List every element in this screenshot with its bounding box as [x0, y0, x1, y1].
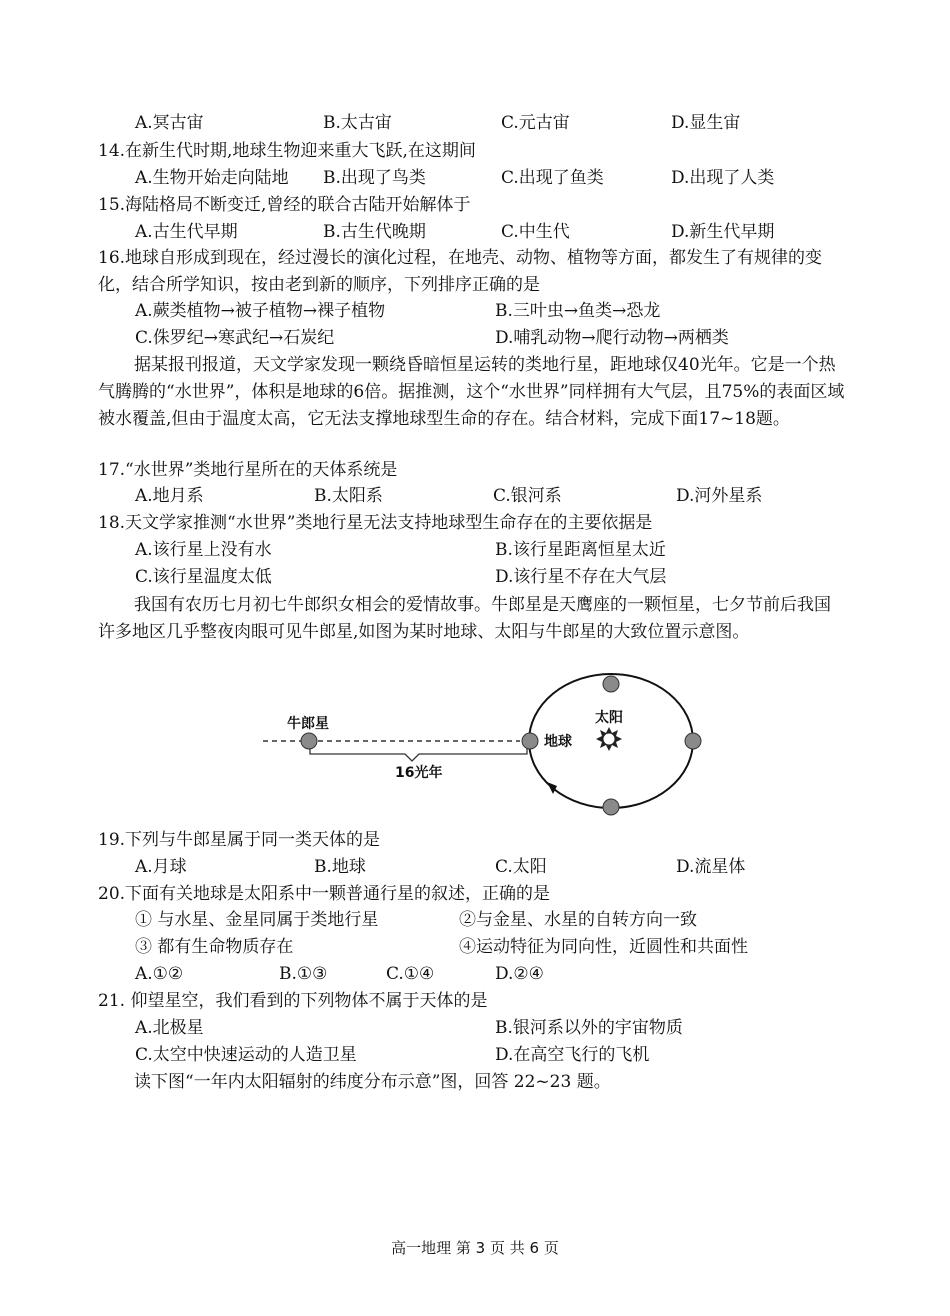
q13-option-d: D.显生宙 — [671, 113, 741, 133]
passage-water-world: 据某报刊报道，天文学家发现一颗绕昏暗恒星运转的类地行星，距地球仅40光年。它是一个热气腾腾的“水世界”，体积是地球的6倍。据推测，这个“水世界”同样拥有大气层，且75%的表面区域被水覆盖,但由于温度太高，它无法支撑地球型生命的存在。结合材料，完成下面17~18题。 — [98, 355, 845, 429]
earth-label: 地球 — [544, 734, 572, 750]
earth-position-bottom — [603, 799, 619, 815]
earth-position-top — [603, 676, 619, 692]
q16-option-b: B.三叶虫→鱼类→恐龙 — [495, 301, 661, 321]
q14-option-c: C.出现了鱼类 — [501, 168, 604, 188]
q20-option-b: B.①③ — [279, 964, 328, 984]
q14-option-b: B.出现了鸟类 — [323, 168, 426, 188]
q20-option-d: D.②④ — [495, 964, 544, 984]
q20-statement-3: ③ 都有生命物质存在 — [135, 937, 294, 957]
orbit-direction-arrow-icon — [547, 782, 557, 794]
q19-stem: 19.下列与牛郎星属于同一类天体的是 — [98, 830, 381, 850]
q18-option-a: A.该行星上没有水 — [135, 540, 272, 560]
q13-option-a: A.冥古宙 — [135, 113, 204, 133]
q21-option-b: B.银河系以外的宇宙物质 — [495, 1018, 683, 1038]
q18-stem: 18.天文学家推测“水世界”类地行星无法支持地球型生命存在的主要依据是 — [98, 513, 653, 533]
q21-option-d: D.在高空飞行的飞机 — [495, 1045, 650, 1065]
distance-label: 16光年 — [395, 765, 443, 781]
distance-brace — [310, 748, 527, 761]
q15-option-c: C.中生代 — [501, 222, 570, 242]
passage-solar-radiation: 读下图“一年内太阳辐射的纬度分布示意”图，回答 22~23 题。 — [134, 1072, 611, 1092]
q15-option-d: D.新生代早期 — [671, 222, 775, 242]
q20-option-a: A.①② — [135, 964, 184, 984]
q13-option-c: C.元古宙 — [501, 113, 570, 133]
earth-icon — [522, 733, 538, 749]
q14-option-d: D.出现了人类 — [671, 168, 775, 188]
q20-stem: 20.下面有关地球是太阳系中一颗普通行星的叙述，正确的是 — [98, 884, 551, 904]
q16-option-d: D.哺乳动物→爬行动物→两栖类 — [495, 328, 729, 348]
page-footer: 高一地理 第 3 页 共 6 页 — [391, 1239, 559, 1257]
q16-stem: 16.地球自形成到现在，经过漫长的演化过程，在地壳、动物、植物等方面，都发生了有规律的变化，结合所学知识，按由老到新的顺序，下列排序正确的是 — [98, 248, 823, 295]
q19-option-c: C.太阳 — [495, 857, 547, 877]
altair-label: 牛郎星 — [287, 716, 329, 732]
q20-option-c: C.①④ — [386, 964, 435, 984]
q18-option-b: B.该行星距离恒星太近 — [495, 540, 666, 560]
q20-statement-1: ① 与水星、金星同属于类地行星 — [135, 910, 379, 930]
q18-option-d: D.该行星不存在大气层 — [495, 567, 667, 587]
q18-option-c: C.该行星温度太低 — [135, 567, 272, 587]
q15-option-a: A.古生代早期 — [135, 222, 238, 242]
q19-option-b: B.地球 — [314, 857, 366, 877]
q17-stem: 17.“水世界”类地行星所在的天体系统是 — [98, 460, 398, 480]
q17-option-d: D.河外星系 — [676, 486, 763, 506]
q17-option-c: C.银河系 — [493, 486, 562, 506]
q21-stem: 21. 仰望星空，我们看到的下列物体不属于天体的是 — [98, 991, 488, 1011]
altair-star-icon — [301, 733, 317, 749]
q20-statement-4: ④运动特征为同向性，近圆性和共面性 — [459, 937, 748, 957]
q13-option-b: B.太古宙 — [323, 113, 392, 133]
q14-stem: 14.在新生代时期,地球生物迎来重大飞跃,在这期间 — [98, 141, 476, 161]
q21-option-a: A.北极星 — [135, 1018, 204, 1038]
q15-stem: 15.海陆格局不断变迁,曾经的联合古陆开始解体于 — [98, 195, 471, 215]
earth-position-right — [685, 733, 701, 749]
q14-option-a: A.生物开始走向陆地 — [135, 168, 289, 188]
q17-option-b: B.太阳系 — [314, 486, 383, 506]
q20-statement-2: ②与金星、水星的自转方向一致 — [459, 910, 697, 930]
sun-label: 太阳 — [595, 710, 623, 726]
q19-option-d: D.流星体 — [676, 857, 746, 877]
sun-icon — [596, 727, 622, 751]
q16-option-c: C.侏罗纪→寒武纪→石炭纪 — [135, 328, 335, 348]
passage-altair: 我国有农历七月初七牛郎织女相会的爱情故事。牛郎星是天鹰座的一颗恒星，七夕节前后我国许多地区几乎整夜肉眼可见牛郎星,如图为某时地球、太阳与牛郎星的大致位置示意图。 — [98, 595, 831, 642]
q21-option-c: C.太空中快速运动的人造卫星 — [135, 1045, 357, 1065]
q17-option-a: A.地月系 — [135, 486, 204, 506]
q16-option-a: A.蕨类植物→被子植物→裸子植物 — [135, 301, 386, 321]
earth-sun-altair-diagram — [255, 670, 715, 820]
q19-option-a: A.月球 — [135, 857, 187, 877]
q15-option-b: B.古生代晚期 — [323, 222, 426, 242]
